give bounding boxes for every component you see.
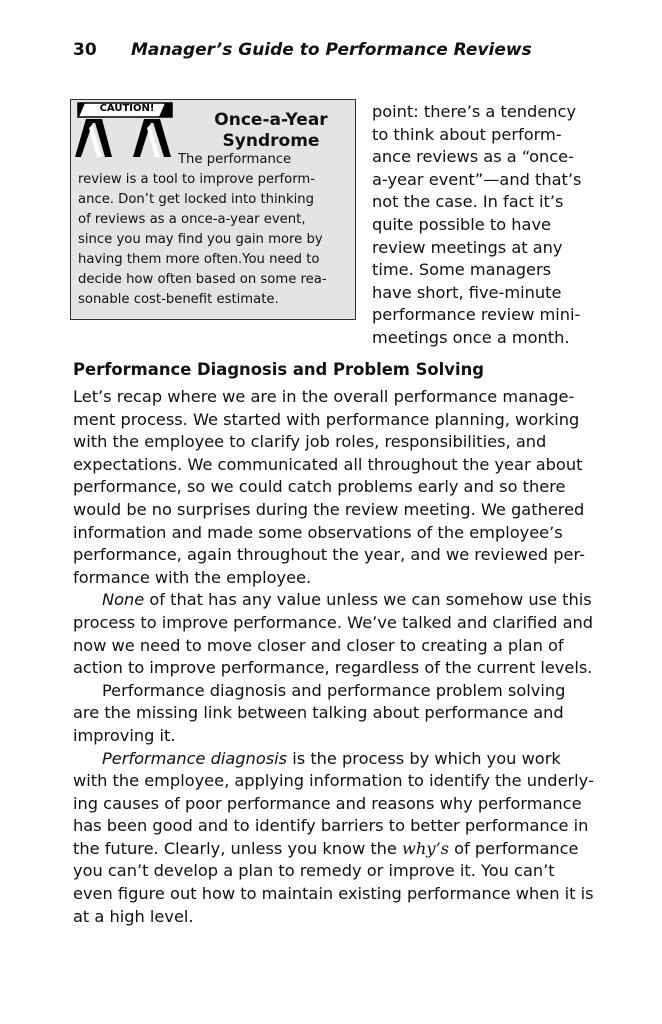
text-line: point: there’s a tendency bbox=[372, 102, 577, 121]
text-line: review is a tool to improve perform- bbox=[78, 172, 316, 187]
text-line: with the employee, applying information to identify the underly- bbox=[73, 771, 594, 791]
text-line: action to improve performance, regardless of the current levels. bbox=[73, 658, 593, 678]
text-line: even figure out how to maintain existing performance when it is bbox=[73, 884, 594, 904]
caution-label: CAUTION! bbox=[99, 103, 155, 114]
text-line: have short, five-minute bbox=[372, 282, 562, 302]
text-line bbox=[73, 748, 593, 771]
text-line: is the process by which you work bbox=[287, 748, 561, 768]
paragraph-line: Let’s recap where we are in the overall performance manage- bbox=[73, 387, 575, 406]
running-header bbox=[73, 40, 532, 66]
section-heading: Performance Diagnosis and Problem Solving bbox=[73, 360, 484, 379]
text-line: sonable cost-benefit estimate. bbox=[78, 292, 279, 307]
text-line: review meetings at any bbox=[372, 237, 563, 257]
text-line: with the employee to clarify job roles, responsibilities, and bbox=[73, 432, 547, 452]
text-line: to think about perform- bbox=[372, 124, 562, 144]
text-line: decide how often based on some rea- bbox=[78, 272, 327, 287]
text-line: meetings once a month. bbox=[372, 327, 570, 347]
text-line: improving it. bbox=[73, 725, 176, 745]
page-number: 30 bbox=[73, 40, 97, 60]
text-line: since you may find you gain more by bbox=[78, 232, 323, 247]
text-line: of performance bbox=[448, 838, 579, 858]
sidebar-body bbox=[78, 150, 358, 310]
emphasis-whys: why’s bbox=[402, 838, 449, 858]
emphasis-none: None bbox=[102, 590, 145, 610]
right-column-text bbox=[372, 101, 602, 350]
text-line: you can’t develop a plan to remedy or improve it. You can’t bbox=[73, 861, 555, 881]
text-line: performance review mini- bbox=[372, 305, 581, 325]
text-line: ance. Don’t get locked into thinking bbox=[78, 192, 315, 207]
text-line: Performance diagnosis and performance problem solving bbox=[102, 680, 566, 700]
text-line: performance, so we could catch problems early and so there bbox=[73, 477, 566, 497]
text-line: not the case. In fact it’s bbox=[372, 192, 564, 212]
text-line: ance reviews as a “once- bbox=[372, 147, 574, 167]
text-line: would be no surprises during the review meeting. We gathered bbox=[73, 499, 585, 519]
text-line: time. Some managers bbox=[372, 260, 552, 280]
text-line: having them more often.You need to bbox=[78, 252, 320, 267]
text-line: formance with the employee. bbox=[73, 567, 312, 587]
text-line: expectations. We communicated all throughout the year about bbox=[73, 454, 583, 474]
text-line bbox=[73, 838, 593, 861]
text-line: the future. Clearly, unless you know the bbox=[73, 838, 403, 858]
body-text bbox=[73, 386, 593, 928]
text-line: are the missing link between talking about performance and bbox=[73, 703, 564, 723]
text-line: at a high level. bbox=[73, 906, 194, 926]
text-line: ment process. We started with performance planning, working bbox=[73, 409, 580, 429]
text-line: performance, again throughout the year, and we reviewed per- bbox=[73, 545, 585, 565]
text-line: of that has any value unless we can somehow use this bbox=[144, 590, 592, 610]
text-line: quite possible to have bbox=[372, 214, 552, 234]
text-line: Once-a-Year bbox=[214, 110, 328, 130]
caution-sidebar bbox=[70, 99, 356, 320]
emphasis-performance-diagnosis: Performance diagnosis bbox=[102, 748, 288, 768]
text-line: process to improve performance. We’ve talked and clarified and bbox=[73, 612, 594, 632]
text-line: information and made some observations of the employee’s bbox=[73, 522, 563, 542]
text-line: The performance bbox=[178, 152, 292, 167]
text-line: has been good and to identify barriers to better performance in bbox=[73, 816, 589, 836]
text-line: of reviews as a once-a-year event, bbox=[78, 212, 306, 227]
book-title: Manager’s Guide to Performance Reviews bbox=[131, 40, 532, 60]
text-line bbox=[73, 589, 593, 612]
text-line: Syndrome bbox=[222, 131, 320, 151]
text-line: a-year event”—and that’s bbox=[372, 169, 582, 189]
text-line: now we need to move closer and closer to creating a plan of bbox=[73, 635, 564, 655]
sidebar-title bbox=[206, 110, 336, 152]
text-line: ing causes of poor performance and reasons why performance bbox=[73, 793, 582, 813]
